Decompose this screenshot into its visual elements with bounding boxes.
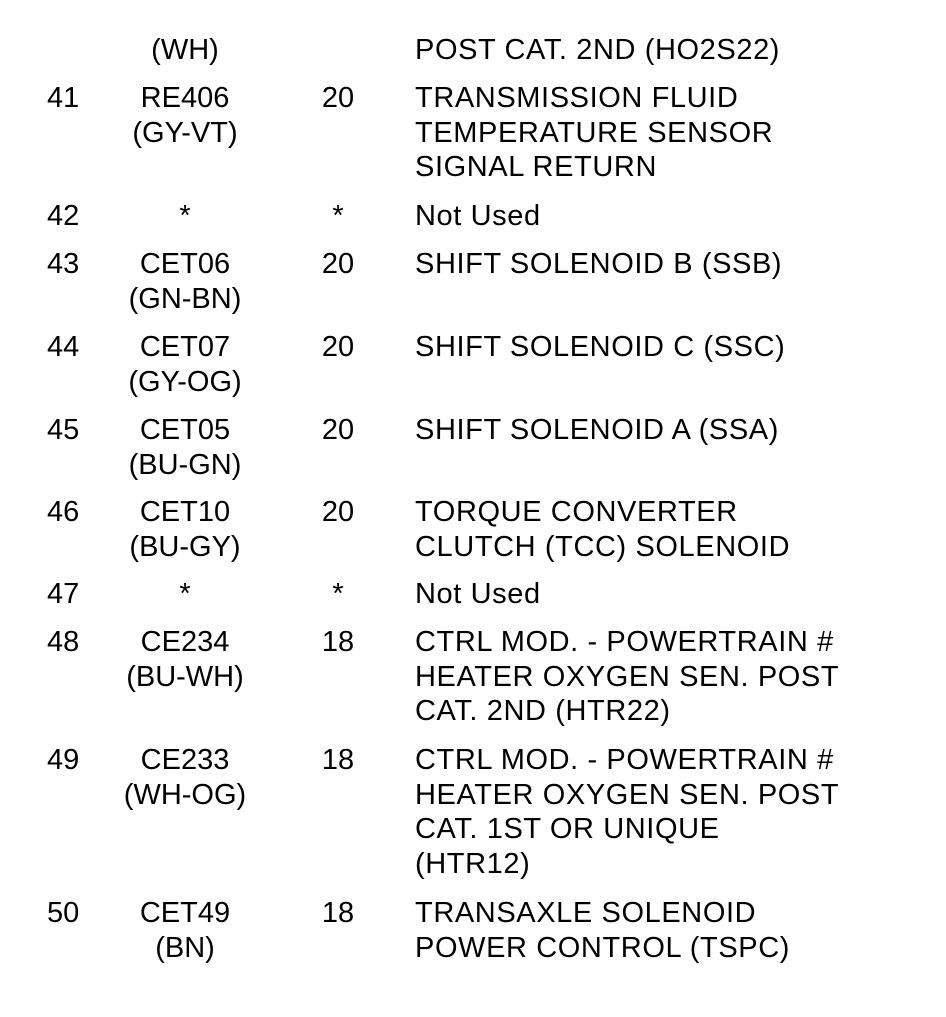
- wire-color: (BN): [155, 931, 215, 964]
- description: [415, 247, 935, 282]
- description-line: SIGNAL RETURN: [415, 151, 657, 183]
- wire-color: (WH-OG): [123, 778, 247, 811]
- description-line: SHIFT SOLENOID B (SSB): [415, 248, 783, 280]
- wire-color: (GY-VT): [132, 116, 238, 149]
- wire-color: (BU-WH): [126, 660, 244, 693]
- description: [415, 413, 935, 448]
- description: [415, 896, 935, 965]
- circuit-id: CET07: [139, 331, 231, 363]
- circuit-id: CE233: [140, 744, 230, 776]
- circuit-cell: [104, 413, 266, 482]
- wire-gauge: 20: [321, 82, 355, 114]
- description-line: TORQUE CONVERTER: [415, 496, 738, 528]
- description-line: (HTR12): [415, 847, 531, 880]
- description-line: CAT. 2ND (HTR22): [415, 695, 671, 727]
- pin-number: 43: [47, 248, 80, 280]
- pin-number: 48: [47, 626, 80, 658]
- circuit-id: CE234: [140, 626, 230, 658]
- description-line: POST CAT. 2ND (HO2S22): [415, 34, 781, 66]
- description-line: Not Used: [415, 200, 541, 232]
- wire-color: (BU-GN): [128, 448, 242, 481]
- wire-gauge: 20: [321, 496, 355, 528]
- circuit-cell: [104, 743, 266, 812]
- description-line: TRANSAXLE SOLENOID: [415, 897, 757, 929]
- pin-number: 44: [47, 331, 80, 363]
- circuit-cell: [104, 896, 266, 965]
- description-line: Not Used: [415, 578, 541, 610]
- pin-number: 45: [47, 414, 80, 446]
- circuit-cell: [104, 247, 266, 316]
- pin-number: 42: [47, 200, 80, 232]
- circuit-id: CET49: [139, 897, 231, 929]
- circuit-cell: [104, 495, 266, 564]
- description: [415, 81, 935, 185]
- description-line: CTRL MOD. - POWERTRAIN #: [415, 744, 834, 776]
- pin-number: 49: [47, 744, 80, 776]
- description: [415, 33, 935, 68]
- description: [415, 625, 935, 729]
- wire-gauge: 20: [321, 414, 355, 446]
- wire-gauge: *: [332, 578, 344, 610]
- wire-gauge: 18: [321, 897, 355, 929]
- description: [415, 330, 935, 365]
- description-line: HEATER OXYGEN SEN. POST: [415, 778, 840, 811]
- description: [415, 199, 935, 234]
- circuit-id: *: [179, 200, 191, 232]
- circuit-cell: [104, 577, 266, 612]
- circuit-id: *: [179, 578, 191, 610]
- wire-gauge: *: [332, 200, 344, 232]
- description: [415, 743, 935, 881]
- description-line: TEMPERATURE SENSOR: [415, 116, 774, 149]
- wire-gauge: 18: [321, 626, 355, 658]
- pin-number: 41: [47, 82, 80, 114]
- description: [415, 577, 935, 612]
- wire-gauge: 20: [321, 248, 355, 280]
- pin-number: 47: [47, 578, 80, 610]
- wire-color: (BU-GY): [129, 530, 241, 563]
- pin-number: 46: [47, 496, 80, 528]
- circuit-cell: [104, 81, 266, 150]
- circuit-id: CET06: [139, 248, 231, 280]
- wire-color: (GN-BN): [128, 282, 242, 315]
- wire-gauge: 18: [321, 744, 355, 776]
- description-line: CTRL MOD. - POWERTRAIN #: [415, 626, 834, 658]
- description-line: POWER CONTROL (TSPC): [415, 931, 791, 964]
- wire-color: (WH): [151, 34, 219, 66]
- description-line: HEATER OXYGEN SEN. POST: [415, 660, 840, 693]
- description-line: CAT. 1ST OR UNIQUE: [415, 813, 720, 845]
- description: [415, 495, 935, 564]
- description-line: SHIFT SOLENOID C (SSC): [415, 331, 786, 363]
- circuit-cell: [104, 330, 266, 399]
- wire-gauge: 20: [321, 331, 355, 363]
- description-line: SHIFT SOLENOID A (SSA): [415, 414, 779, 446]
- circuit-cell: [104, 199, 266, 234]
- pin-number: 50: [47, 897, 80, 929]
- circuit-cell: [104, 625, 266, 694]
- description-line: TRANSMISSION FLUID: [415, 82, 739, 114]
- description-line: CLUTCH (TCC) SOLENOID: [415, 530, 791, 563]
- circuit-cell: [104, 33, 266, 68]
- wire-color: (GY-OG): [128, 365, 242, 398]
- circuit-id: CET05: [139, 414, 231, 446]
- circuit-id: CET10: [139, 496, 231, 528]
- circuit-id: RE406: [140, 82, 230, 114]
